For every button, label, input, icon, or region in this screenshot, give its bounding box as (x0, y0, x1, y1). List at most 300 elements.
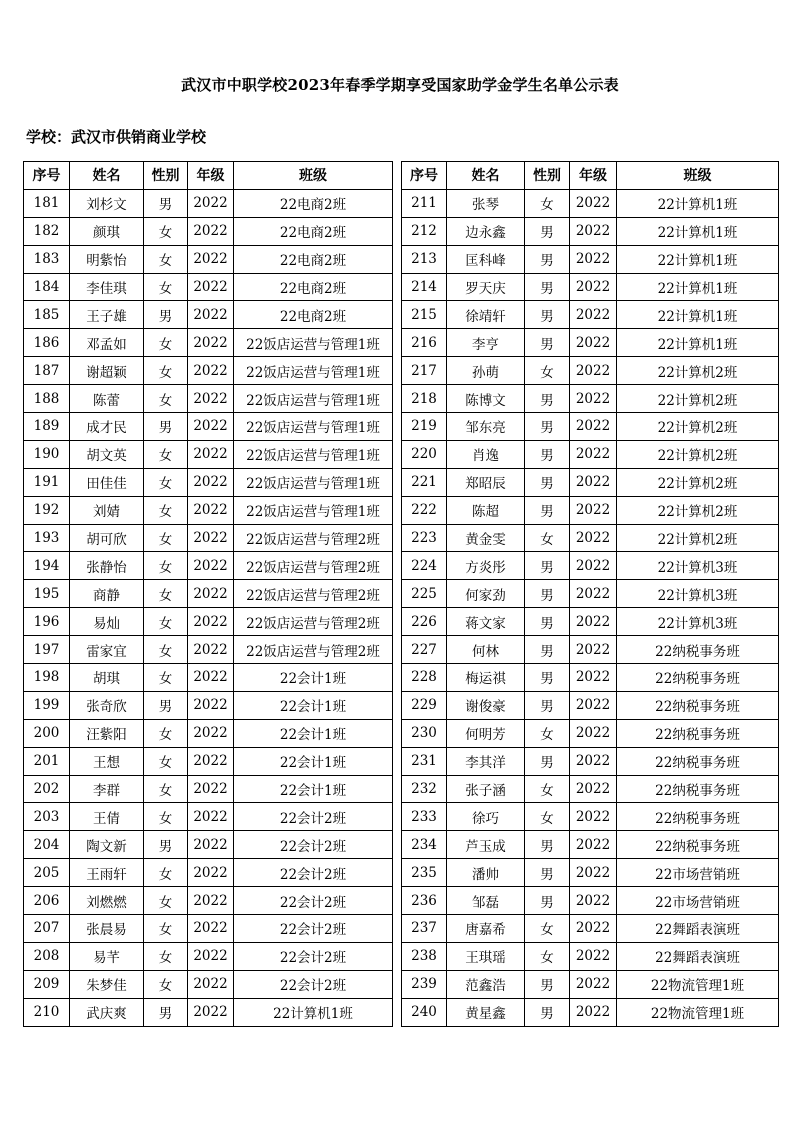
cell-class: 22计算机2班 (617, 357, 779, 385)
cell-name: 孙萌 (447, 357, 525, 385)
cell-grade: 2022 (188, 915, 234, 943)
cell-grade: 2022 (570, 524, 617, 552)
table-row (24, 217, 393, 245)
table-row (24, 775, 393, 803)
cell-name: 胡文英 (70, 440, 144, 468)
header-gender: 性别 (144, 162, 188, 190)
cell-name: 易芊 (70, 942, 144, 970)
cell-grade: 2022 (188, 496, 234, 524)
cell-gender: 女 (144, 496, 188, 524)
cell-gender: 女 (144, 915, 188, 943)
cell-name: 明紫怡 (70, 245, 144, 273)
cell-seq: 193 (24, 524, 70, 552)
cell-gender: 女 (144, 329, 188, 357)
cell-grade: 2022 (188, 803, 234, 831)
table-row (402, 217, 779, 245)
cell-seq: 217 (402, 357, 447, 385)
cell-name: 张静怡 (70, 552, 144, 580)
table-row (24, 915, 393, 943)
cell-seq: 214 (402, 273, 447, 301)
table-row (24, 803, 393, 831)
cell-name: 郑昭辰 (447, 468, 525, 496)
cell-name: 李佳琪 (70, 273, 144, 301)
cell-class: 22饭店运营与管理1班 (234, 413, 393, 441)
cell-gender: 女 (144, 245, 188, 273)
cell-class: 22饭店运营与管理1班 (234, 385, 393, 413)
cell-seq: 223 (402, 524, 447, 552)
cell-name: 谢超颖 (70, 357, 144, 385)
cell-seq: 187 (24, 357, 70, 385)
cell-class: 22电商2班 (234, 273, 393, 301)
cell-seq: 220 (402, 440, 447, 468)
cell-gender: 女 (144, 970, 188, 998)
cell-name: 陈超 (447, 496, 525, 524)
table-row (402, 719, 779, 747)
cell-seq: 201 (24, 747, 70, 775)
cell-gender: 男 (525, 273, 570, 301)
cell-name: 刘杉文 (70, 189, 144, 217)
cell-grade: 2022 (570, 915, 617, 943)
cell-grade: 2022 (570, 942, 617, 970)
cell-name: 边永鑫 (447, 217, 525, 245)
cell-class: 22物流管理1班 (617, 998, 779, 1026)
cell-seq: 191 (24, 468, 70, 496)
cell-gender: 女 (525, 915, 570, 943)
cell-grade: 2022 (188, 189, 234, 217)
cell-class: 22饭店运营与管理1班 (234, 440, 393, 468)
cell-gender: 女 (144, 942, 188, 970)
cell-gender: 女 (144, 887, 188, 915)
cell-grade: 2022 (188, 217, 234, 245)
cell-class: 22计算机2班 (617, 385, 779, 413)
header-grade: 年级 (570, 162, 617, 190)
table-row (402, 580, 779, 608)
cell-gender: 男 (144, 998, 188, 1026)
cell-grade: 2022 (188, 301, 234, 329)
cell-seq: 198 (24, 664, 70, 692)
table-row (402, 329, 779, 357)
cell-gender: 男 (525, 747, 570, 775)
table-row (402, 664, 779, 692)
cell-name: 刘婧 (70, 496, 144, 524)
cell-class: 22饭店运营与管理2班 (234, 580, 393, 608)
cell-seq: 224 (402, 552, 447, 580)
table-row (402, 970, 779, 998)
cell-grade: 2022 (570, 413, 617, 441)
cell-gender: 男 (525, 887, 570, 915)
cell-name: 汪紫阳 (70, 719, 144, 747)
cell-seq: 202 (24, 775, 70, 803)
cell-class: 22饭店运营与管理2班 (234, 552, 393, 580)
table-row (402, 189, 779, 217)
cell-class: 22计算机1班 (617, 329, 779, 357)
table-row (402, 413, 779, 441)
cell-class: 22纳税事务班 (617, 636, 779, 664)
cell-name: 刘燃燃 (70, 887, 144, 915)
cell-name: 商静 (70, 580, 144, 608)
cell-name: 李其洋 (447, 747, 525, 775)
cell-gender: 男 (144, 301, 188, 329)
cell-seq: 228 (402, 664, 447, 692)
cell-seq: 233 (402, 803, 447, 831)
cell-class: 22会计2班 (234, 831, 393, 859)
cell-name: 颜琪 (70, 217, 144, 245)
cell-grade: 2022 (570, 691, 617, 719)
cell-class: 22电商2班 (234, 245, 393, 273)
cell-class: 22会计1班 (234, 747, 393, 775)
cell-seq: 212 (402, 217, 447, 245)
cell-name: 李亨 (447, 329, 525, 357)
table-row (24, 468, 393, 496)
cell-grade: 2022 (188, 775, 234, 803)
cell-gender: 女 (144, 636, 188, 664)
cell-class: 22计算机2班 (617, 468, 779, 496)
cell-gender: 男 (525, 413, 570, 441)
cell-seq: 205 (24, 859, 70, 887)
cell-class: 22计算机2班 (617, 413, 779, 441)
cell-name: 王雨轩 (70, 859, 144, 887)
cell-class: 22会计2班 (234, 859, 393, 887)
cell-seq: 185 (24, 301, 70, 329)
table-row (24, 357, 393, 385)
cell-class: 22会计2班 (234, 803, 393, 831)
cell-class: 22计算机3班 (617, 552, 779, 580)
table-row (24, 970, 393, 998)
cell-name: 朱梦佳 (70, 970, 144, 998)
table-row (402, 915, 779, 943)
cell-gender: 男 (525, 440, 570, 468)
table-row (402, 775, 779, 803)
cell-grade: 2022 (570, 245, 617, 273)
cell-gender: 男 (144, 413, 188, 441)
cell-grade: 2022 (570, 440, 617, 468)
cell-gender: 女 (144, 859, 188, 887)
cell-grade: 2022 (188, 468, 234, 496)
table-row (24, 189, 393, 217)
header-grade: 年级 (188, 162, 234, 190)
cell-name: 方炎彤 (447, 552, 525, 580)
cell-grade: 2022 (188, 719, 234, 747)
cell-gender: 女 (525, 189, 570, 217)
table-row (24, 329, 393, 357)
cell-gender: 女 (144, 524, 188, 552)
cell-seq: 231 (402, 747, 447, 775)
cell-seq: 222 (402, 496, 447, 524)
cell-name: 邹磊 (447, 887, 525, 915)
cell-grade: 2022 (188, 357, 234, 385)
cell-class: 22计算机2班 (617, 496, 779, 524)
cell-gender: 女 (144, 803, 188, 831)
cell-class: 22市场营销班 (617, 859, 779, 887)
table-row (24, 301, 393, 329)
cell-class: 22会计1班 (234, 719, 393, 747)
cell-class: 22会计1班 (234, 775, 393, 803)
cell-gender: 女 (144, 608, 188, 636)
roster-table-left (23, 161, 393, 1027)
cell-name: 胡可欣 (70, 524, 144, 552)
cell-name: 唐嘉希 (447, 915, 525, 943)
table-row (402, 440, 779, 468)
cell-name: 王子雄 (70, 301, 144, 329)
cell-gender: 女 (144, 552, 188, 580)
cell-name: 邓孟如 (70, 329, 144, 357)
cell-grade: 2022 (188, 329, 234, 357)
cell-name: 易灿 (70, 608, 144, 636)
cell-grade: 2022 (570, 664, 617, 692)
cell-seq: 189 (24, 413, 70, 441)
cell-name: 张琴 (447, 189, 525, 217)
cell-gender: 女 (144, 357, 188, 385)
cell-class: 22饭店运营与管理1班 (234, 329, 393, 357)
table-row (402, 887, 779, 915)
cell-gender: 男 (525, 217, 570, 245)
cell-seq: 207 (24, 915, 70, 943)
cell-grade: 2022 (570, 301, 617, 329)
cell-name: 张奇欣 (70, 691, 144, 719)
cell-grade: 2022 (188, 636, 234, 664)
cell-grade: 2022 (188, 552, 234, 580)
cell-grade: 2022 (188, 998, 234, 1026)
cell-name: 潘帅 (447, 859, 525, 887)
table-row (402, 273, 779, 301)
cell-name: 王琪瑶 (447, 942, 525, 970)
cell-seq: 236 (402, 887, 447, 915)
cell-seq: 234 (402, 831, 447, 859)
cell-class: 22电商2班 (234, 189, 393, 217)
table-row (24, 496, 393, 524)
cell-name: 肖逸 (447, 440, 525, 468)
school-label: 学校：武汉市供销商业学校 (26, 128, 207, 146)
cell-grade: 2022 (570, 775, 617, 803)
table-header-row (402, 162, 779, 190)
cell-gender: 女 (525, 524, 570, 552)
table-row (24, 719, 393, 747)
cell-gender: 男 (525, 301, 570, 329)
cell-grade: 2022 (570, 468, 617, 496)
cell-seq: 235 (402, 859, 447, 887)
cell-grade: 2022 (570, 636, 617, 664)
cell-class: 22纳税事务班 (617, 775, 779, 803)
cell-gender: 女 (144, 440, 188, 468)
cell-name: 黄星鑫 (447, 998, 525, 1026)
cell-grade: 2022 (570, 496, 617, 524)
cell-grade: 2022 (188, 273, 234, 301)
cell-class: 22饭店运营与管理1班 (234, 468, 393, 496)
table-row (402, 496, 779, 524)
cell-name: 王想 (70, 747, 144, 775)
cell-class: 22会计1班 (234, 664, 393, 692)
header-seq: 序号 (24, 162, 70, 190)
cell-class: 22饭店运营与管理1班 (234, 357, 393, 385)
cell-gender: 女 (144, 468, 188, 496)
cell-name: 梅运祺 (447, 664, 525, 692)
cell-name: 谢俊豪 (447, 691, 525, 719)
cell-gender: 女 (525, 803, 570, 831)
table-row (402, 636, 779, 664)
cell-class: 22计算机1班 (617, 301, 779, 329)
cell-grade: 2022 (570, 831, 617, 859)
table-row (24, 273, 393, 301)
cell-seq: 183 (24, 245, 70, 273)
cell-seq: 199 (24, 691, 70, 719)
cell-name: 邹东亮 (447, 413, 525, 441)
cell-grade: 2022 (188, 691, 234, 719)
cell-class: 22计算机2班 (617, 524, 779, 552)
cell-seq: 197 (24, 636, 70, 664)
cell-gender: 女 (144, 747, 188, 775)
cell-name: 张子涵 (447, 775, 525, 803)
cell-seq: 225 (402, 580, 447, 608)
cell-name: 芦玉成 (447, 831, 525, 859)
cell-seq: 229 (402, 691, 447, 719)
cell-class: 22计算机1班 (617, 245, 779, 273)
cell-gender: 男 (144, 189, 188, 217)
cell-grade: 2022 (570, 357, 617, 385)
cell-gender: 男 (525, 329, 570, 357)
table-row (24, 747, 393, 775)
table-header-row (24, 162, 393, 190)
cell-grade: 2022 (570, 608, 617, 636)
cell-gender: 女 (144, 273, 188, 301)
cell-seq: 196 (24, 608, 70, 636)
cell-grade: 2022 (188, 245, 234, 273)
cell-seq: 208 (24, 942, 70, 970)
cell-gender: 男 (525, 552, 570, 580)
table-row (24, 859, 393, 887)
cell-grade: 2022 (570, 273, 617, 301)
cell-grade: 2022 (570, 998, 617, 1026)
cell-seq: 219 (402, 413, 447, 441)
cell-gender: 男 (144, 831, 188, 859)
cell-name: 陶文新 (70, 831, 144, 859)
cell-class: 22电商2班 (234, 217, 393, 245)
cell-grade: 2022 (188, 859, 234, 887)
cell-gender: 女 (525, 775, 570, 803)
cell-seq: 209 (24, 970, 70, 998)
cell-seq: 218 (402, 385, 447, 413)
header-seq: 序号 (402, 162, 447, 190)
cell-gender: 男 (525, 636, 570, 664)
header-name: 姓名 (70, 162, 144, 190)
header-gender: 性别 (525, 162, 570, 190)
cell-gender: 女 (525, 942, 570, 970)
table-row (402, 245, 779, 273)
table-row (24, 580, 393, 608)
header-class: 班级 (617, 162, 779, 190)
cell-class: 22饭店运营与管理1班 (234, 496, 393, 524)
cell-class: 22市场营销班 (617, 887, 779, 915)
cell-seq: 200 (24, 719, 70, 747)
cell-grade: 2022 (188, 664, 234, 692)
cell-grade: 2022 (188, 608, 234, 636)
cell-class: 22会计2班 (234, 942, 393, 970)
cell-name: 雷家宜 (70, 636, 144, 664)
cell-class: 22饭店运营与管理2班 (234, 524, 393, 552)
cell-grade: 2022 (188, 970, 234, 998)
cell-class: 22计算机3班 (617, 608, 779, 636)
cell-grade: 2022 (570, 747, 617, 775)
table-row (402, 524, 779, 552)
cell-seq: 216 (402, 329, 447, 357)
table-row (24, 664, 393, 692)
header-class: 班级 (234, 162, 393, 190)
cell-name: 徐靖轩 (447, 301, 525, 329)
cell-class: 22纳税事务班 (617, 691, 779, 719)
cell-seq: 188 (24, 385, 70, 413)
table-row (24, 524, 393, 552)
cell-seq: 215 (402, 301, 447, 329)
cell-class: 22计算机1班 (617, 217, 779, 245)
cell-gender: 男 (525, 496, 570, 524)
cell-grade: 2022 (570, 859, 617, 887)
cell-class: 22会计2班 (234, 915, 393, 943)
table-row (402, 552, 779, 580)
cell-seq: 239 (402, 970, 447, 998)
cell-name: 匡科峰 (447, 245, 525, 273)
cell-gender: 男 (525, 998, 570, 1026)
cell-seq: 182 (24, 217, 70, 245)
cell-seq: 184 (24, 273, 70, 301)
cell-grade: 2022 (570, 329, 617, 357)
header-name: 姓名 (447, 162, 525, 190)
table-row (24, 942, 393, 970)
cell-name: 田佳佳 (70, 468, 144, 496)
table-row (24, 636, 393, 664)
cell-seq: 232 (402, 775, 447, 803)
cell-name: 王倩 (70, 803, 144, 831)
cell-class: 22计算机1班 (617, 189, 779, 217)
cell-class: 22电商2班 (234, 301, 393, 329)
cell-gender: 女 (144, 217, 188, 245)
table-row (402, 859, 779, 887)
cell-gender: 男 (525, 970, 570, 998)
cell-seq: 203 (24, 803, 70, 831)
cell-gender: 男 (144, 691, 188, 719)
cell-grade: 2022 (188, 887, 234, 915)
cell-class: 22饭店运营与管理2班 (234, 636, 393, 664)
cell-gender: 男 (525, 385, 570, 413)
table-row (24, 998, 393, 1026)
cell-class: 22计算机1班 (234, 998, 393, 1026)
cell-class: 22纳税事务班 (617, 719, 779, 747)
cell-name: 蒋文家 (447, 608, 525, 636)
table-row (402, 301, 779, 329)
cell-name: 范鑫浩 (447, 970, 525, 998)
cell-gender: 男 (525, 664, 570, 692)
cell-gender: 男 (525, 691, 570, 719)
cell-gender: 女 (144, 775, 188, 803)
cell-seq: 204 (24, 831, 70, 859)
cell-grade: 2022 (188, 524, 234, 552)
cell-seq: 237 (402, 915, 447, 943)
cell-class: 22计算机3班 (617, 580, 779, 608)
cell-name: 成才民 (70, 413, 144, 441)
cell-name: 陈博文 (447, 385, 525, 413)
roster-table-right (401, 161, 779, 1027)
table-row (24, 552, 393, 580)
cell-class: 22计算机1班 (617, 273, 779, 301)
cell-seq: 240 (402, 998, 447, 1026)
cell-class: 22纳税事务班 (617, 664, 779, 692)
cell-seq: 211 (402, 189, 447, 217)
cell-class: 22舞蹈表演班 (617, 915, 779, 943)
table-row (402, 831, 779, 859)
cell-gender: 男 (525, 468, 570, 496)
cell-name: 李群 (70, 775, 144, 803)
cell-gender: 男 (525, 859, 570, 887)
table-row (24, 385, 393, 413)
cell-name: 徐巧 (447, 803, 525, 831)
